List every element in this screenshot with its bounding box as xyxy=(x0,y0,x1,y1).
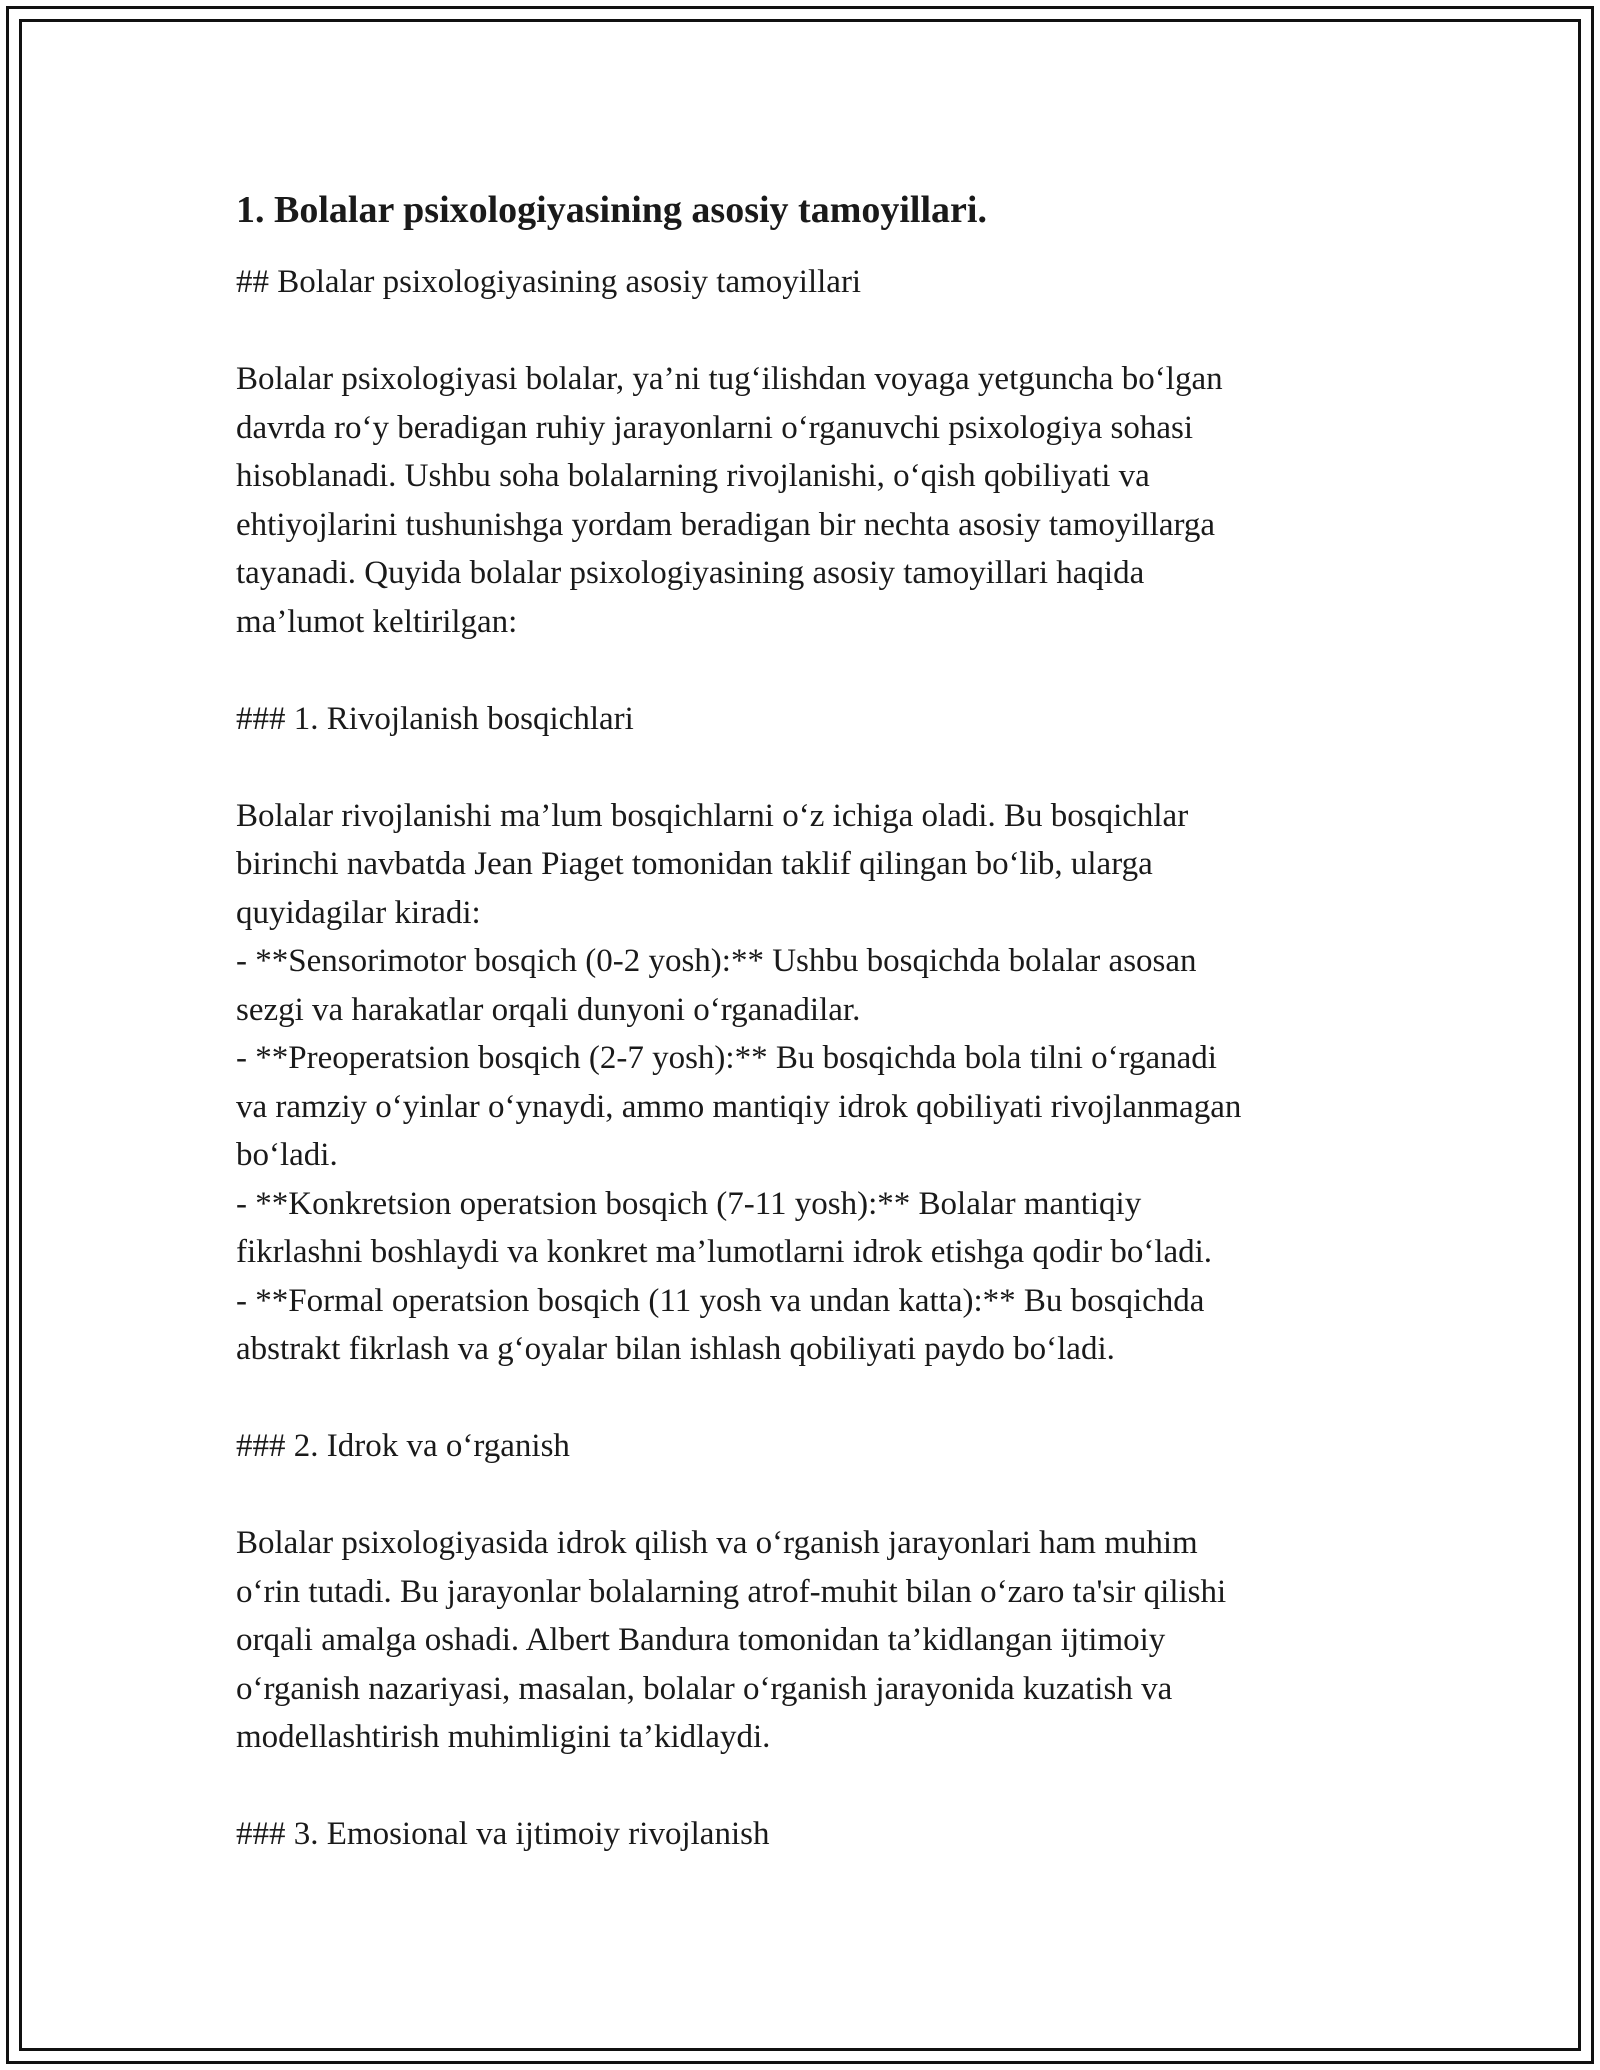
document-title: 1. Bolalar psixologiyasining asosiy tamoyillari. xyxy=(236,189,987,231)
paragraph-line: birinchi navbatda Jean Piaget tomonidan taklif qilingan bo‘lib, ularga xyxy=(236,846,1153,882)
paragraph-line: quyidagilar kiradi: xyxy=(236,894,481,931)
paragraph-line: ma’lumot keltirilgan: xyxy=(236,603,518,640)
list-item-line: - **Konkretsion operatsion bosqich (7-11 yosh):** Bolalar mantiqiy xyxy=(236,1185,1142,1222)
paragraph-line: Bolalar psixologiyasi bolalar, ya’ni tug‘ilishdan voyaga yetguncha bo‘lgan xyxy=(236,361,1223,397)
list-item-line: va ramziy o‘yinlar o‘ynaydi, ammo mantiqiy idrok qobiliyati rivojlanmagan xyxy=(236,1088,1242,1125)
list-item-line: abstrakt fikrlash va g‘oyalar bilan ishlash qobiliyati paydo bo‘ladi. xyxy=(236,1331,1115,1367)
paragraph-line: o‘rin tutadi. Bu jarayonlar bolalarning atrof-muhit bilan o‘zaro ta'sir qilishi xyxy=(236,1573,1227,1610)
paragraph-line: hisoblanadi. Ushbu soha bolalarning rivojlanishi, o‘qish qobiliyati va xyxy=(236,458,1150,494)
paragraph-line: davrda ro‘y beradigan ruhiy jarayonlarni o‘rganuvchi psixologiya sohasi xyxy=(236,409,1194,446)
document-body xyxy=(236,186,1376,1859)
paragraph-line: Bolalar psixologiyasida idrok qilish va o‘rganish jarayonlari ham muhim xyxy=(236,1525,1198,1561)
blank-line xyxy=(236,646,1376,695)
blank-line xyxy=(236,743,1376,792)
blank-line xyxy=(236,307,1376,356)
paragraph-line: modellashtirish muhimligini ta’kidlaydi. xyxy=(236,1719,771,1755)
paragraph-line: orqali amalga oshadi. Albert Bandura tomonidan ta’kidlangan ijtimoiy xyxy=(236,1622,1166,1658)
list-item-line: - **Preoperatsion bosqich (2-7 yosh):** Bu bosqichda bola tilni o‘rganadi xyxy=(236,1040,1217,1076)
list-item-line: - **Formal operatsion bosqich (11 yosh va undan katta):** Bu bosqichda xyxy=(236,1282,1205,1319)
blank-line xyxy=(236,1374,1376,1423)
list-item-line: bo‘ladi. xyxy=(236,1137,338,1173)
section-heading-line: ### 3. Emosional va ijtimoiy rivojlanish xyxy=(236,1816,770,1852)
blank-line xyxy=(236,1471,1376,1520)
paragraph-line: tayanadi. Quyida bolalar psixologiyasining asosiy tamoyillari haqida xyxy=(236,555,1145,591)
list-item-line: sezgi va harakatlar orqali dunyoni o‘rganadilar. xyxy=(236,991,861,1028)
list-item-line: - **Sensorimotor bosqich (0-2 yosh):** Ushbu bosqichda bolalar asosan xyxy=(236,943,1197,979)
list-item-line: fikrlashni boshlaydi va konkret ma’lumotlarni idrok etishga qodir bo‘ladi. xyxy=(236,1234,1213,1270)
paragraph-line: Bolalar rivojlanishi ma’lum bosqichlarni o‘z ichiga oladi. Bu bosqichlar xyxy=(236,797,1189,834)
section-heading-line: ### 1. Rivojlanish bosqichlari xyxy=(236,700,634,737)
section-heading-line: ### 2. Idrok va o‘rganish xyxy=(236,1428,570,1464)
markdown-heading-line: ## Bolalar psixologiyasining asosiy tamoyillari xyxy=(236,264,862,300)
paragraph-line: o‘rganish nazariyasi, masalan, bolalar o‘rganish jarayonida kuzatish va xyxy=(236,1670,1173,1707)
blank-line xyxy=(236,1762,1376,1811)
paragraph-line: ehtiyojlarini tushunishga yordam beradigan bir nechta asosiy tamoyillarga xyxy=(236,506,1216,543)
